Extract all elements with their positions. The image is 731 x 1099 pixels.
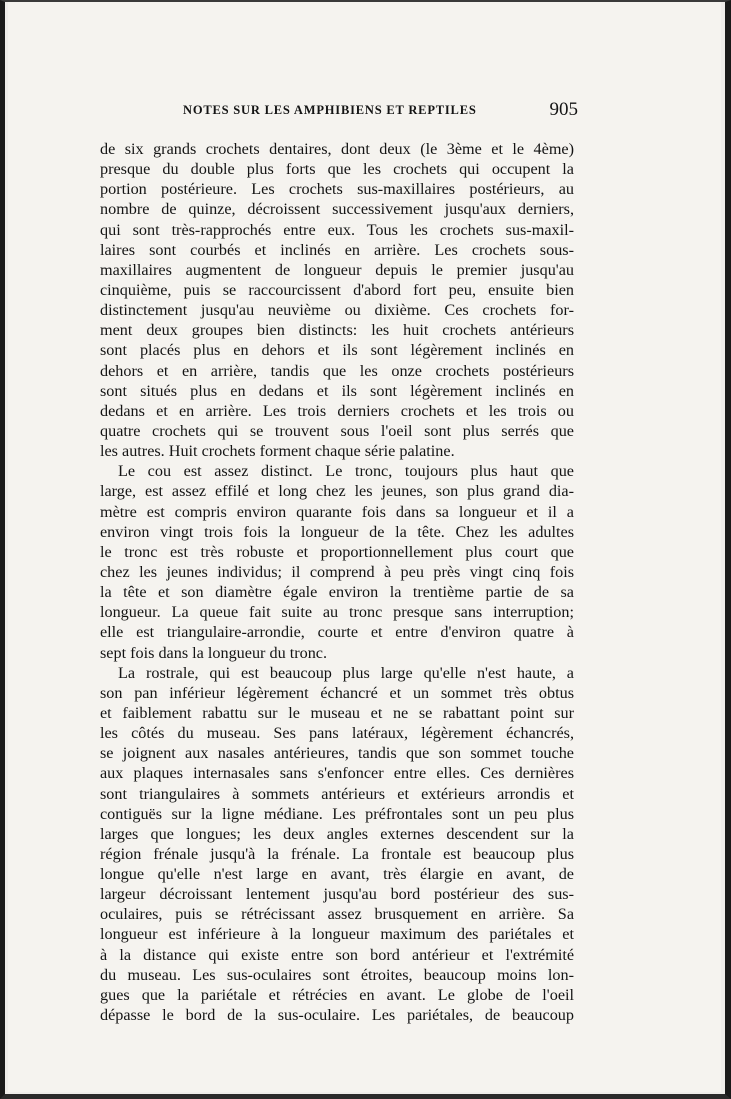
text-line: longueur est inférieure à la longueur maximum des pariétales et: [100, 925, 574, 944]
text-line: Le cou est assez distinct. Le tronc, toujours plus haut que: [118, 462, 574, 481]
text-line: dehors et en arrière, tandis que les onze crochets postérieurs: [100, 361, 574, 380]
page-header: [183, 99, 578, 123]
text-line: maxillaires augmentent de longueur depuis le premier jusqu'au: [100, 260, 574, 279]
text-line: de six grands crochets dentaires, dont deux (le 3ème et le 4ème): [100, 140, 574, 158]
text-line: environ vingt trois fois la longueur de la tête. Chez les adultes: [100, 522, 574, 541]
text-line: longueur. La queue fait suite au tronc presque sans interruption;: [100, 603, 574, 622]
text-line: portion postérieure. Les crochets sus-maxillaires postérieurs, au: [100, 180, 574, 199]
text-line: qui sont très-rapprochés entre eux. Tous les crochets sus-maxil-: [100, 220, 574, 239]
text-line: aux plaques internasales sans s'enfoncer entre elles. Ces dernières: [100, 764, 574, 783]
text-line: la tête et son diamètre égale environ la trentième partie de sa: [100, 583, 574, 602]
text-line: quatre crochets qui se trouvent sous l'oeil sont plus serrés que: [100, 421, 574, 440]
text-line: presque du double plus forts que les crochets qui occupent la: [100, 160, 574, 179]
text-line: La rostrale, qui est beaucoup plus large qu'elle n'est haute, a: [118, 663, 574, 682]
text-line: les côtés du museau. Ses pans latéraux, légèrement échancrés,: [100, 724, 574, 743]
text-line: et faiblement rabattu sur le museau et ne se rabattant point sur: [100, 703, 574, 722]
text-line: chez les jeunes individus; il comprend à peu près vingt cinq fois: [100, 562, 574, 581]
text-line: son pan inférieur légèrement échancré et un sommet très obtus: [100, 683, 574, 702]
body-text: [100, 139, 574, 1025]
text-line: ment deux groupes bien distincts: les huit crochets antérieurs: [100, 321, 574, 340]
text-line: largeur décroissant lentement jusqu'au bord postérieur des sus-: [100, 885, 574, 904]
text-line: laires sont courbés et inclinés en arrière. Les crochets sous-: [100, 240, 574, 259]
text-line: dedans et en arrière. Les trois derniers crochets et les trois ou: [100, 401, 574, 420]
text-line: le tronc est très robuste et proportionnellement plus court que: [100, 542, 574, 561]
text-line: à la distance qui existe entre son bord antérieur et l'extrémité: [100, 945, 574, 964]
text-line: contiguës sur la ligne médiane. Les préfrontales sont un peu plus: [100, 804, 574, 823]
text-line: larges que longues; les deux angles externes descendent sur la: [100, 824, 574, 843]
text-line: sont placés plus en dehors et ils sont légèrement inclinés en: [100, 341, 574, 360]
text-line: cinquième, puis se raccourcissent d'abord fort peu, ensuite bien: [100, 280, 574, 299]
text-line: sept fois dans la longueur du tronc.: [100, 643, 328, 662]
text-line: longue qu'elle n'est large en avant, très élargie en avant, de: [100, 865, 574, 884]
text-line: dépasse le bord de la sus-oculaire. Les pariétales, de beaucoup: [100, 1006, 574, 1025]
text-line: oculaires, puis se rétrécissant assez brusquement en arrière. Sa: [100, 905, 574, 924]
text-line: nombre de quinze, décroissent successivement jusqu'aux derniers,: [100, 200, 574, 219]
text-line: région frénale jusqu'à la frénale. La frontale est beaucoup plus: [100, 844, 574, 863]
text-line: mètre est compris environ quarante fois dans sa longueur et il a: [100, 502, 574, 521]
text-line: sont situés plus en dedans et ils sont légèrement inclinés en: [100, 381, 574, 400]
running-title: NOTES SUR LES AMPHIBIENS ET REPTILES: [183, 103, 477, 117]
text-line: elle est triangulaire-arrondie, courte et entre d'environ quatre à: [100, 623, 574, 642]
text-line: se joignent aux nasales antérieures, tandis que son sommet touche: [100, 744, 574, 763]
text-line: distinctement jusqu'au neuvième ou dixième. Ces crochets for-: [100, 301, 574, 320]
text-line: du museau. Les sus-oculaires sont étroites, beaucoup moins lon-: [100, 965, 574, 984]
text-line: gues que la pariétale et rétrécies en avant. Le globe de l'oeil: [100, 985, 574, 1004]
page-number: 905: [549, 99, 578, 120]
text-line: sont triangulaires à sommets antérieurs et extérieurs arrondis et: [100, 784, 574, 803]
book-page: [8, 2, 721, 1092]
text-line: large, est assez effilé et long chez les jeunes, son plus grand dia-: [100, 482, 574, 501]
text-line: les autres. Huit crochets forment chaque série palatine.: [100, 442, 455, 461]
